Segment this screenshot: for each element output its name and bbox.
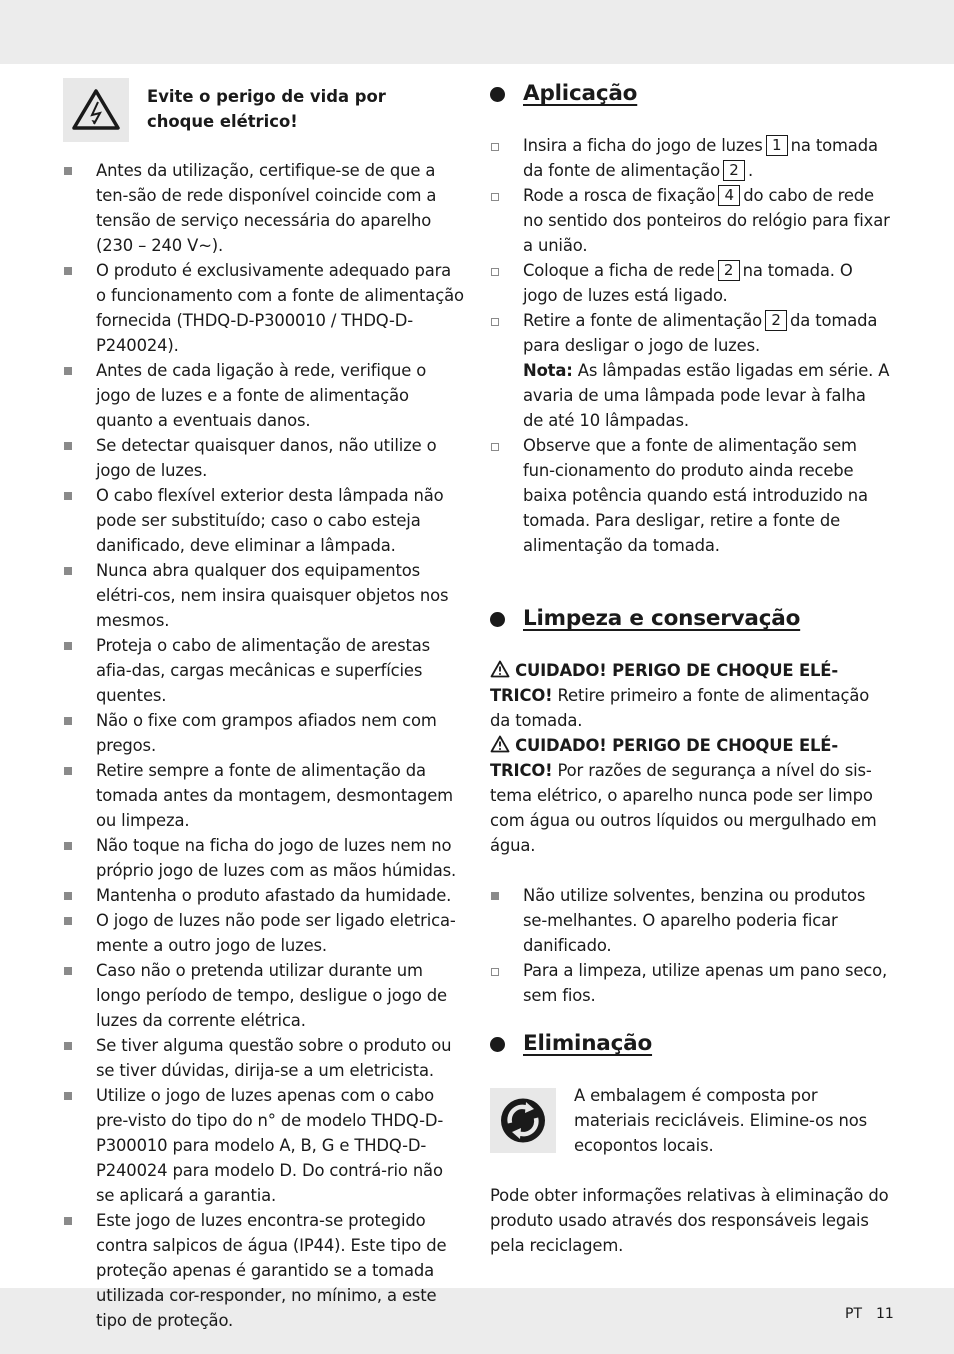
section-dot-icon [490, 1037, 505, 1052]
part-reference: 4 [718, 185, 740, 206]
section-dot-icon [490, 87, 505, 102]
list-item: Observe que a fonte de alimentação sem fun-cionamento do produto ainda recebe baixa potência quando está introduzido na tomada. Para desligar, retire a fonte de alimentação da tomada. [490, 433, 890, 558]
list-item: Caso não o pretenda utilizar durante um longo período de tempo, desligue o jogo de luzes da corrente elétrica. [63, 958, 465, 1033]
list-item: Utilize o jogo de luzes apenas com o cabo pre-visto do tipo do n° de modelo THDQ-D-P300010 para modelo A, B, G e THDQ-D-P240024 para modelo D. Do contrá-rio não se aplicará a garantia. [63, 1083, 465, 1208]
caution-triangle-icon [490, 660, 510, 678]
note-label: Nota: [523, 361, 573, 380]
bullet-square-icon [64, 367, 72, 375]
section-heading-aplicacao: Aplicação [490, 80, 637, 108]
caution-triangle-icon [490, 735, 510, 753]
list-item: O cabo flexível exterior desta lâmpada não pode ser substituído; caso o cabo esteja danificado, deve eliminar a lâmpada. [63, 483, 465, 558]
list-item: Insira a ficha do jogo de luzes 1 na tomada da fonte de alimentação 2 . [490, 133, 890, 183]
bullet-square-icon [64, 917, 72, 925]
bullet-open-square-icon [491, 143, 499, 151]
part-reference: 1 [766, 135, 788, 156]
bullet-square-icon [64, 492, 72, 500]
footer-language: PT [845, 1306, 862, 1322]
bullet-open-square-icon [491, 443, 499, 451]
recycle-icon-box [490, 1088, 556, 1153]
list-item: Não o fixe com grampos afiados nem com pregos. [63, 708, 465, 758]
bullet-square-icon [491, 892, 499, 900]
list-item: Este jogo de luzes encontra-se protegido contra salpicos de água (IP44). Este tipo de proteção apenas é garantido se a tomada utilizada cor-responder, no mínimo, a este tipo de proteção. [63, 1208, 465, 1333]
list-item: Mantenha o produto afastado da humidade. [63, 883, 465, 908]
electric-hazard-icon [63, 78, 129, 142]
disposal-info-text: Pode obter informações relativas à eliminação do produto usado através dos responsáveis legais pela reciclagem. [490, 1186, 889, 1255]
bullet-square-icon [64, 1217, 72, 1225]
bullet-open-square-icon [491, 193, 499, 201]
packaging-text: A embalagem é composta por materiais recicláveis. Elimine-os nos ecopontos locais. [574, 1086, 867, 1155]
cleaning-list [490, 883, 890, 1008]
bullet-square-icon [64, 167, 72, 175]
bullet-square-icon [64, 267, 72, 275]
warning-title: Evite o perigo de vida por choque elétrico! [147, 87, 386, 131]
bullet-square-icon [64, 842, 72, 850]
list-item: Retire sempre a fonte de alimentação da tomada antes da montagem, desmontagem ou limpeza. [63, 758, 465, 833]
bullet-square-icon [64, 442, 72, 450]
page-number: 11 [876, 1306, 894, 1322]
list-item: Retire a fonte de alimentação 2 da tomada para desligar o jogo de luzes. Nota: As lâmpadas estão ligadas em série. A avaria de uma lâmpada pode levar à falha de até 10 lâmpadas. [490, 308, 890, 433]
section-heading-eliminacao: Eliminação [490, 1030, 652, 1058]
bullet-square-icon [64, 717, 72, 725]
bullet-open-square-icon [491, 268, 499, 276]
list-item: Antes de cada ligação à rede, verifique o jogo de luzes e a fonte de alimentação quanto a eventuais danos. [63, 358, 465, 433]
list-item: Proteja o cabo de alimentação de arestas afia-das, cargas mecânicas e superfícies quentes. [63, 633, 465, 708]
application-steps [490, 133, 890, 558]
list-item: Não utilize solventes, benzina ou produtos se-melhantes. O aparelho poderia ficar danificado. [490, 883, 890, 958]
bullet-square-icon [64, 967, 72, 975]
list-item: O jogo de luzes não pode ser ligado eletrica-mente a outro jogo de luzes. [63, 908, 465, 958]
section-heading-limpeza: Limpeza e conservação [490, 605, 800, 633]
bullet-open-square-icon [491, 968, 499, 976]
bullet-square-icon [64, 1042, 72, 1050]
warning-icon-box [63, 78, 129, 142]
list-item: Se tiver alguma questão sobre o produto ou se tiver dúvidas, dirija-se a um eletricista. [63, 1033, 465, 1083]
note-text: As lâmpadas estão ligadas em série. A avaria de uma lâmpada pode levar à falha de até 10 lâmpadas. [523, 361, 890, 430]
list-item: Antes da utilização, certifique-se de que a ten-são de rede disponível coincide com a tensão de serviço necessária do aparelho (230 – 240 V~). [63, 158, 465, 258]
bullet-square-icon [64, 642, 72, 650]
section-dot-icon [490, 612, 505, 627]
list-item: Nunca abra qualquer dos equipamentos elétri-cos, nem insira quaisquer objetos nos mesmos. [63, 558, 465, 633]
list-item: Não toque na ficha do jogo de luzes nem no próprio jogo de luzes com as mãos húmidas. [63, 833, 465, 883]
bullet-square-icon [64, 1092, 72, 1100]
top-band [0, 0, 954, 64]
part-reference: 2 [765, 310, 787, 331]
list-item: Se detectar quaisquer danos, não utilize o jogo de luzes. [63, 433, 465, 483]
list-item: Coloque a ficha de rede 2 na tomada. O jogo de luzes está ligado. [490, 258, 890, 308]
bullet-square-icon [64, 767, 72, 775]
recycle-icon [490, 1088, 556, 1153]
part-reference: 2 [718, 260, 740, 281]
caution-paragraph-2: CUIDADO! PERIGO DE CHOQUE ELÉ-TRICO! Por razões de segurança a nível do sis-tema elétrico, o aparelho nunca pode ser limpo com água ou outros líquidos ou mergulhado em água. [490, 736, 877, 855]
list-item: Rode a rosca de fixação 4 do cabo de rede no sentido dos ponteiros do relógio para fixar a união. [490, 183, 890, 258]
part-reference: 2 [723, 160, 745, 181]
bullet-square-icon [64, 892, 72, 900]
bullet-open-square-icon [491, 318, 499, 326]
bullet-square-icon [64, 567, 72, 575]
list-item: Para a limpeza, utilize apenas um pano seco, sem fios. [490, 958, 890, 1008]
list-item: O produto é exclusivamente adequado para o funcionamento com a fonte de alimentação fornecida (THDQ-D-P300010 / THDQ-D-P240024). [63, 258, 465, 358]
caution-paragraph-1: CUIDADO! PERIGO DE CHOQUE ELÉ-TRICO! Retire primeiro a fonte de alimentação da tomada. [490, 661, 870, 730]
safety-list [63, 158, 465, 1333]
